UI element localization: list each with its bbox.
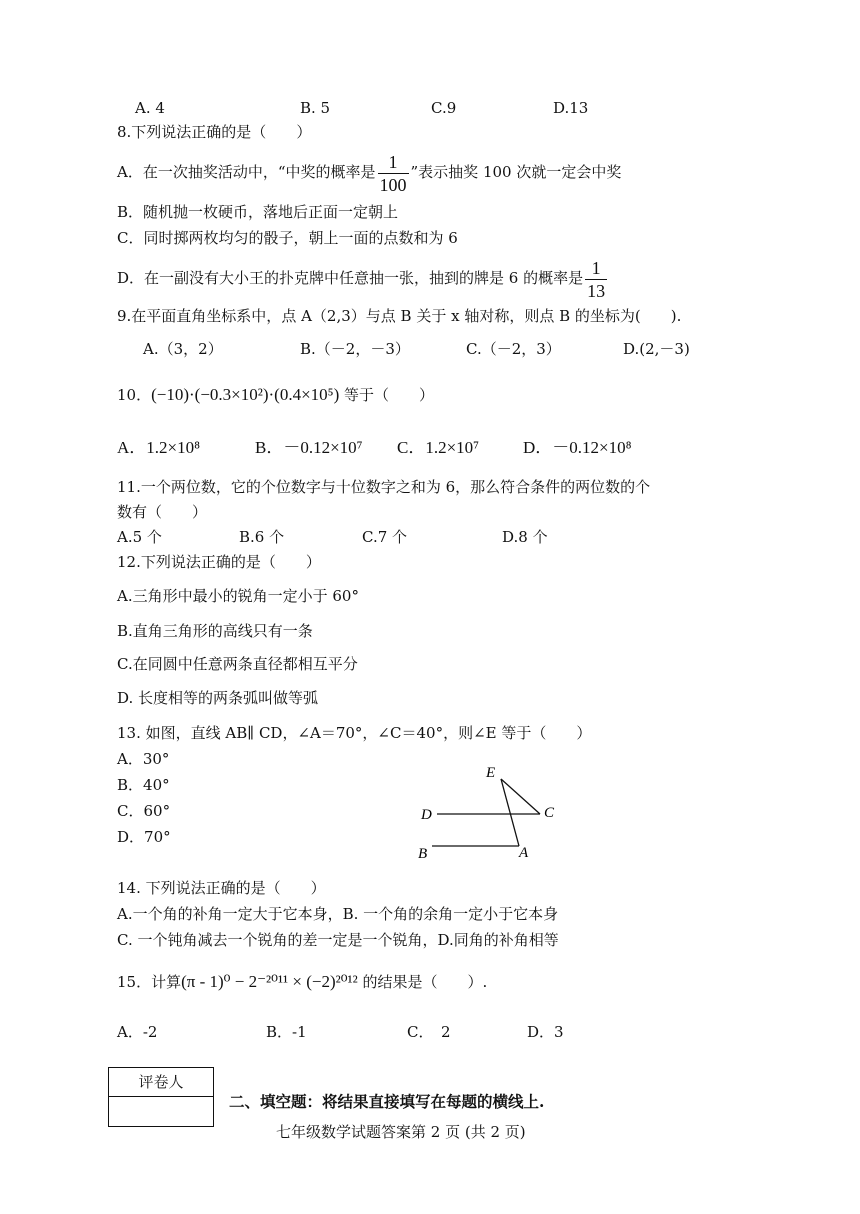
q11-option-d: D.8 个 [502, 528, 548, 546]
line-ec [501, 779, 540, 814]
q11-option-c: C.7 个 [362, 528, 408, 546]
q10-tail: 等于（ ） [344, 386, 435, 404]
q10-option-a: A．1.2×10⁸ [117, 438, 201, 457]
fraction-numerator: 1 [388, 151, 398, 172]
q12-option-d: D. 长度相等的两条弧叫做等弧 [117, 689, 319, 707]
q8-option-d [117, 256, 609, 302]
q8-option-a [117, 150, 621, 196]
q13-option-d: D．70° [117, 828, 171, 846]
q7-option-b: B. 5 [300, 99, 331, 117]
q9-stem: 9.在平面直角坐标系中，点 A（2,3）与点 B 关于 x 轴对称，则点 B 的坐标为( ). [117, 307, 682, 325]
q8-option-b: B．随机抛一枚硬币，落地后正面一定朝上 [117, 203, 399, 221]
q8-option-a-pre: A．在一次抽奖活动中，“中奖的概率是 [117, 163, 376, 181]
q9-option-b: B.（－2，－3） [300, 340, 410, 358]
q9-option-a: A.（3，2） [143, 340, 223, 358]
page-footer: 七年级数学试题答案第 2 页 (共 2 页) [276, 1123, 526, 1141]
q14-line2: C. 一个钝角减去一个锐角的差一定是一个锐角，D.同角的补角相等 [117, 931, 559, 949]
q11-stem-line1: 11.一个两位数，它的个位数字与十位数字之和为 6，那么符合条件的两位数的个 [117, 478, 651, 496]
point-label-e: E [486, 765, 496, 781]
line-ea [501, 779, 519, 846]
q9-option-d: D.(2,－3) [623, 340, 690, 358]
q12-option-c: C.在同圆中任意两条直径都相互平分 [117, 655, 358, 673]
q14-line1: A.一个角的补角一定大于它本身，B. 一个角的余角一定小于它本身 [117, 905, 559, 923]
q15-prefix: 15．计算 [117, 973, 182, 991]
q12-option-a: A.三角形中最小的锐角一定小于 60° [117, 587, 359, 605]
q8-option-a-post: ”表示抽奖 100 次就一定会中奖 [410, 163, 622, 181]
q7-option-c: C.9 [431, 99, 457, 117]
q10-number: 10． [117, 386, 152, 404]
q10-option-c: C．1.2×10⁷ [397, 438, 480, 457]
q8-option-a-fraction [378, 151, 409, 196]
grader-box [108, 1067, 214, 1127]
point-label-c: C [544, 805, 555, 821]
q10-expression: (−10)·(−0.3×10²)·(0.4×10⁵) [151, 385, 340, 404]
q15-option-b: B．-1 [266, 1023, 307, 1041]
q12-stem: 12.下列说法正确的是（ ） [117, 553, 321, 571]
q10-stem [117, 383, 434, 407]
q11-stem-line2: 数有（ ） [117, 503, 208, 521]
q15-expression: (π - 1)⁰ − 2⁻²⁰¹¹ × (−2)²⁰¹² [181, 972, 358, 991]
point-label-b: B [418, 846, 428, 862]
q15-suffix: 的结果是（ ）. [362, 973, 488, 991]
q13-option-b: B．40° [117, 776, 170, 794]
point-label-a: A [519, 845, 529, 861]
q10-option-b: B．－0.12×10⁷ [255, 438, 363, 457]
q15-option-a: A．-2 [117, 1023, 158, 1041]
q10-option-d: D．－0.12×10⁸ [523, 438, 632, 457]
q13-option-c: C．60° [117, 802, 171, 820]
point-label-d: D [421, 807, 432, 823]
q11-option-a: A.5 个 [117, 528, 162, 546]
fraction-denominator: 100 [379, 174, 407, 195]
q15-stem [117, 970, 487, 994]
grader-box-label: 评卷人 [109, 1068, 213, 1097]
section2-title: 二、填空题：将结果直接填写在每题的横线上. [229, 1092, 545, 1111]
q7-option-d: D.13 [553, 99, 589, 117]
q13-stem: 13. 如图，直线 AB∥ CD，∠A＝70°，∠C＝40°，则∠E 等于（ ） [117, 724, 592, 742]
fraction-numerator: 1 [591, 257, 601, 278]
q11-option-b: B.6 个 [239, 528, 285, 546]
q14-stem: 14. 下列说法正确的是（ ） [117, 879, 326, 897]
q15-option-c: C． 2 [407, 1023, 451, 1041]
q8-option-d-pre: D．在一副没有大小王的扑克牌中任意抽一张，抽到的牌是 6 的概率是 [117, 269, 584, 287]
q8-stem: 8.下列说法正确的是（ ） [117, 123, 312, 141]
fraction-denominator: 13 [587, 280, 606, 301]
q15-option-d: D．3 [527, 1023, 564, 1041]
q8-option-d-fraction [585, 257, 607, 302]
q12-option-b: B.直角三角形的高线只有一条 [117, 622, 313, 640]
q9-option-c: C.（－2，3） [466, 340, 561, 358]
q8-option-c: C．同时掷两枚均匀的骰子，朝上一面的点数和为 6 [117, 229, 458, 247]
q7-option-a: A. 4 [135, 99, 165, 117]
q13-option-a: A．30° [117, 750, 170, 768]
